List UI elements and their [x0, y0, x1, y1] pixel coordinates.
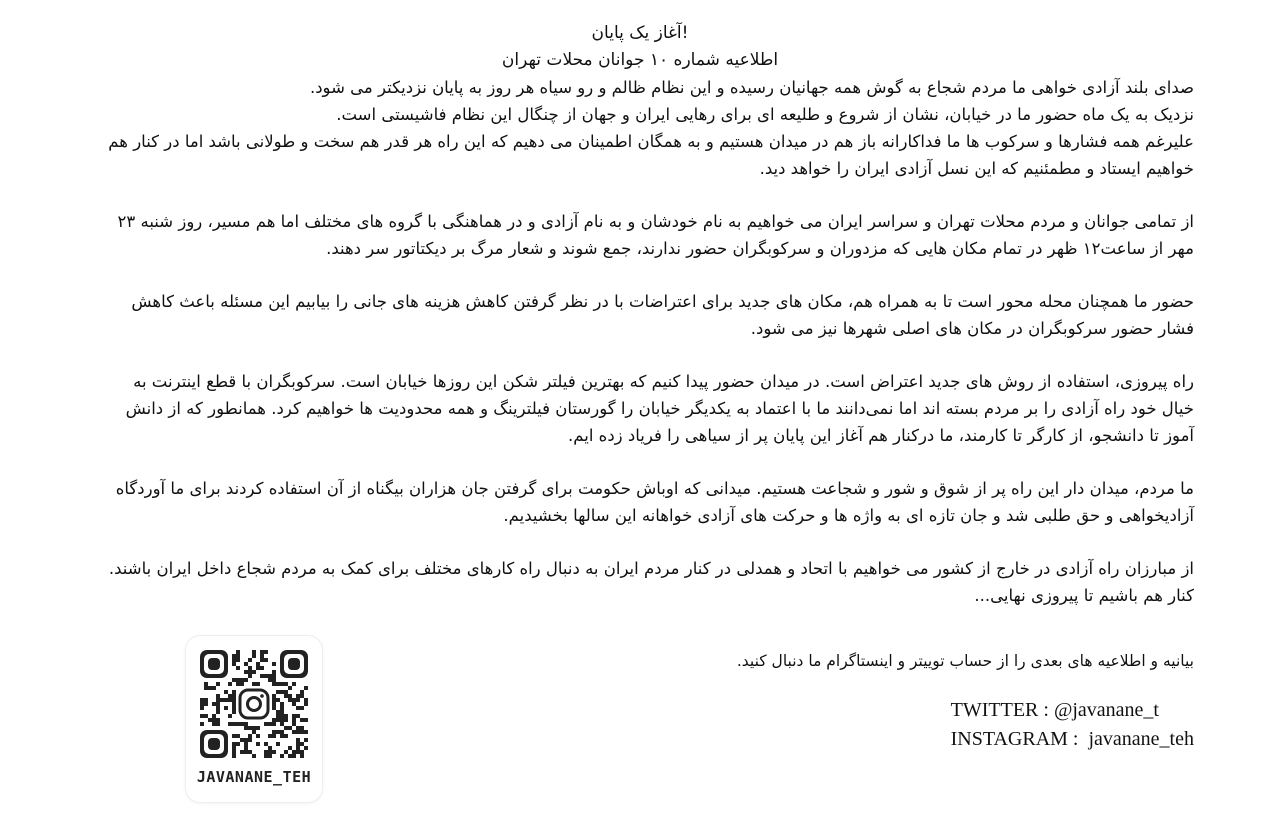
- paragraph: [96, 475, 1194, 529]
- paragraph-line: کنار هم باشیم تا پیروزی نهایی...: [974, 586, 1194, 605]
- paragraph: [96, 555, 1194, 609]
- paragraph-line: از مبارزان راه آزادی در خارج از کشور می خواهیم با اتحاد و همدلی در کنار مردم ایران به دنبال راه کارهای مختلف برای کمک به مردم شجاع داخل ایران باشند.: [108, 559, 1194, 578]
- paragraph: [96, 368, 1194, 449]
- qr-code-card: [186, 636, 322, 802]
- paragraph-line: حضور ما همچنان محله محور است تا به همراه هم، مکان های جدید برای اعتراضات با در نظر گرفتن کاهش هزینه های جانی را بیابیم این مسئله باعث کاهش فشار حضور سرکوبگران در مکان های اصلی شهرها نیز می شود.: [131, 292, 1194, 338]
- statement-title: آغاز یک پایان!: [591, 23, 689, 43]
- social-handles: [951, 696, 1194, 754]
- paragraph-line: از تمامی جوانان و مردم محلات تهران و سراسر ایران می خواهیم به نام خودشان و به نام آزادی و در هماهنگی با گروه های مختلف اما هم مسیر، روز شنبه ۲۳ مهر از ساعت۱۲ ظهر در تمام مکان هایی که مزدوران و سرکوبگران حضور ندارند، جمع شوند و شعار مرگ بر دیکتاتور سر دهند.: [117, 212, 1194, 258]
- qr-code: [200, 650, 308, 758]
- paragraph-line: ما مردم، میدان دار این راه پر از شوق و شور و شجاعت هستیم. میدانی که اوباش حکومت برای گرفتن جان هزاران بیگناه از آن استفاده کردند برای ما آوردگاه آزادیخواهی و حق طلبی شد و جان تازه ای به واژه ها و حرکت های آزادی خواهانه این سالها بخشیدیم.: [115, 479, 1194, 525]
- paragraph: [96, 208, 1194, 262]
- statement-subtitle: اطلاعیه شماره ۱۰ جوانان محلات تهران: [501, 50, 779, 70]
- paragraph-line: نزدیک به یک ماه حضور ما در خیابان، نشان از شروع و طلیعه ای برای رهایی ایران و جهان از چنگال این نظام فاشیستی است.: [336, 105, 1194, 124]
- qr-caption: JAVANANE_TEH: [196, 768, 312, 786]
- instagram-handle: INSTAGRAM : javanane_teh: [950, 728, 1194, 750]
- paragraph-line: علیرغم همه فشارها و سرکوب ها ما فداکارانه باز هم در میدان هستیم و به همگان اطمینان می دهیم که این راه هر قدر هم سخت و طولانی باشد اما در کنار هم خواهیم ایستاد و مطمئنیم که این نسل آزادی ایران را خواهد دید.: [108, 132, 1194, 178]
- twitter-handle: TWITTER : @javanane_t: [950, 699, 1159, 721]
- paragraph-line: راه پیروزی، استفاده از روش های جدید اعتراض است. در میدان حضور پیدا کنیم که بهترین فیلتر شکن این روزها خیابان است. سرکوبگران با قطع اینترنت به خیال خود راه آزادی را بر مردم بسته اند اما نمی‌دانند ما با اعتماد به یکدیگر خیابان را گورستان فیلترینگ و همه محدودیت ها خواهیم کرد. همانطور که از دانش آموز تا دانشجو، از کارگر تا کارمند، ما درکنار هم آغاز این پایان پر از سیاهی را فریاد زده ایم.: [125, 372, 1194, 445]
- statement-body: [96, 74, 1194, 635]
- follow-instruction: بیانیه و اطلاعیه های بعدی را از حساب توییتر و اینستاگرام ما دنبال کنید.: [736, 652, 1194, 670]
- paragraph-line: صدای بلند آزادی خواهی ما مردم شجاع به گوش همه جهانیان رسیده و این نظام ظالم و رو سیاه هر روز به پایان نزدیکتر می شود.: [309, 78, 1194, 97]
- paragraph: [96, 288, 1194, 342]
- paragraph: [96, 74, 1194, 182]
